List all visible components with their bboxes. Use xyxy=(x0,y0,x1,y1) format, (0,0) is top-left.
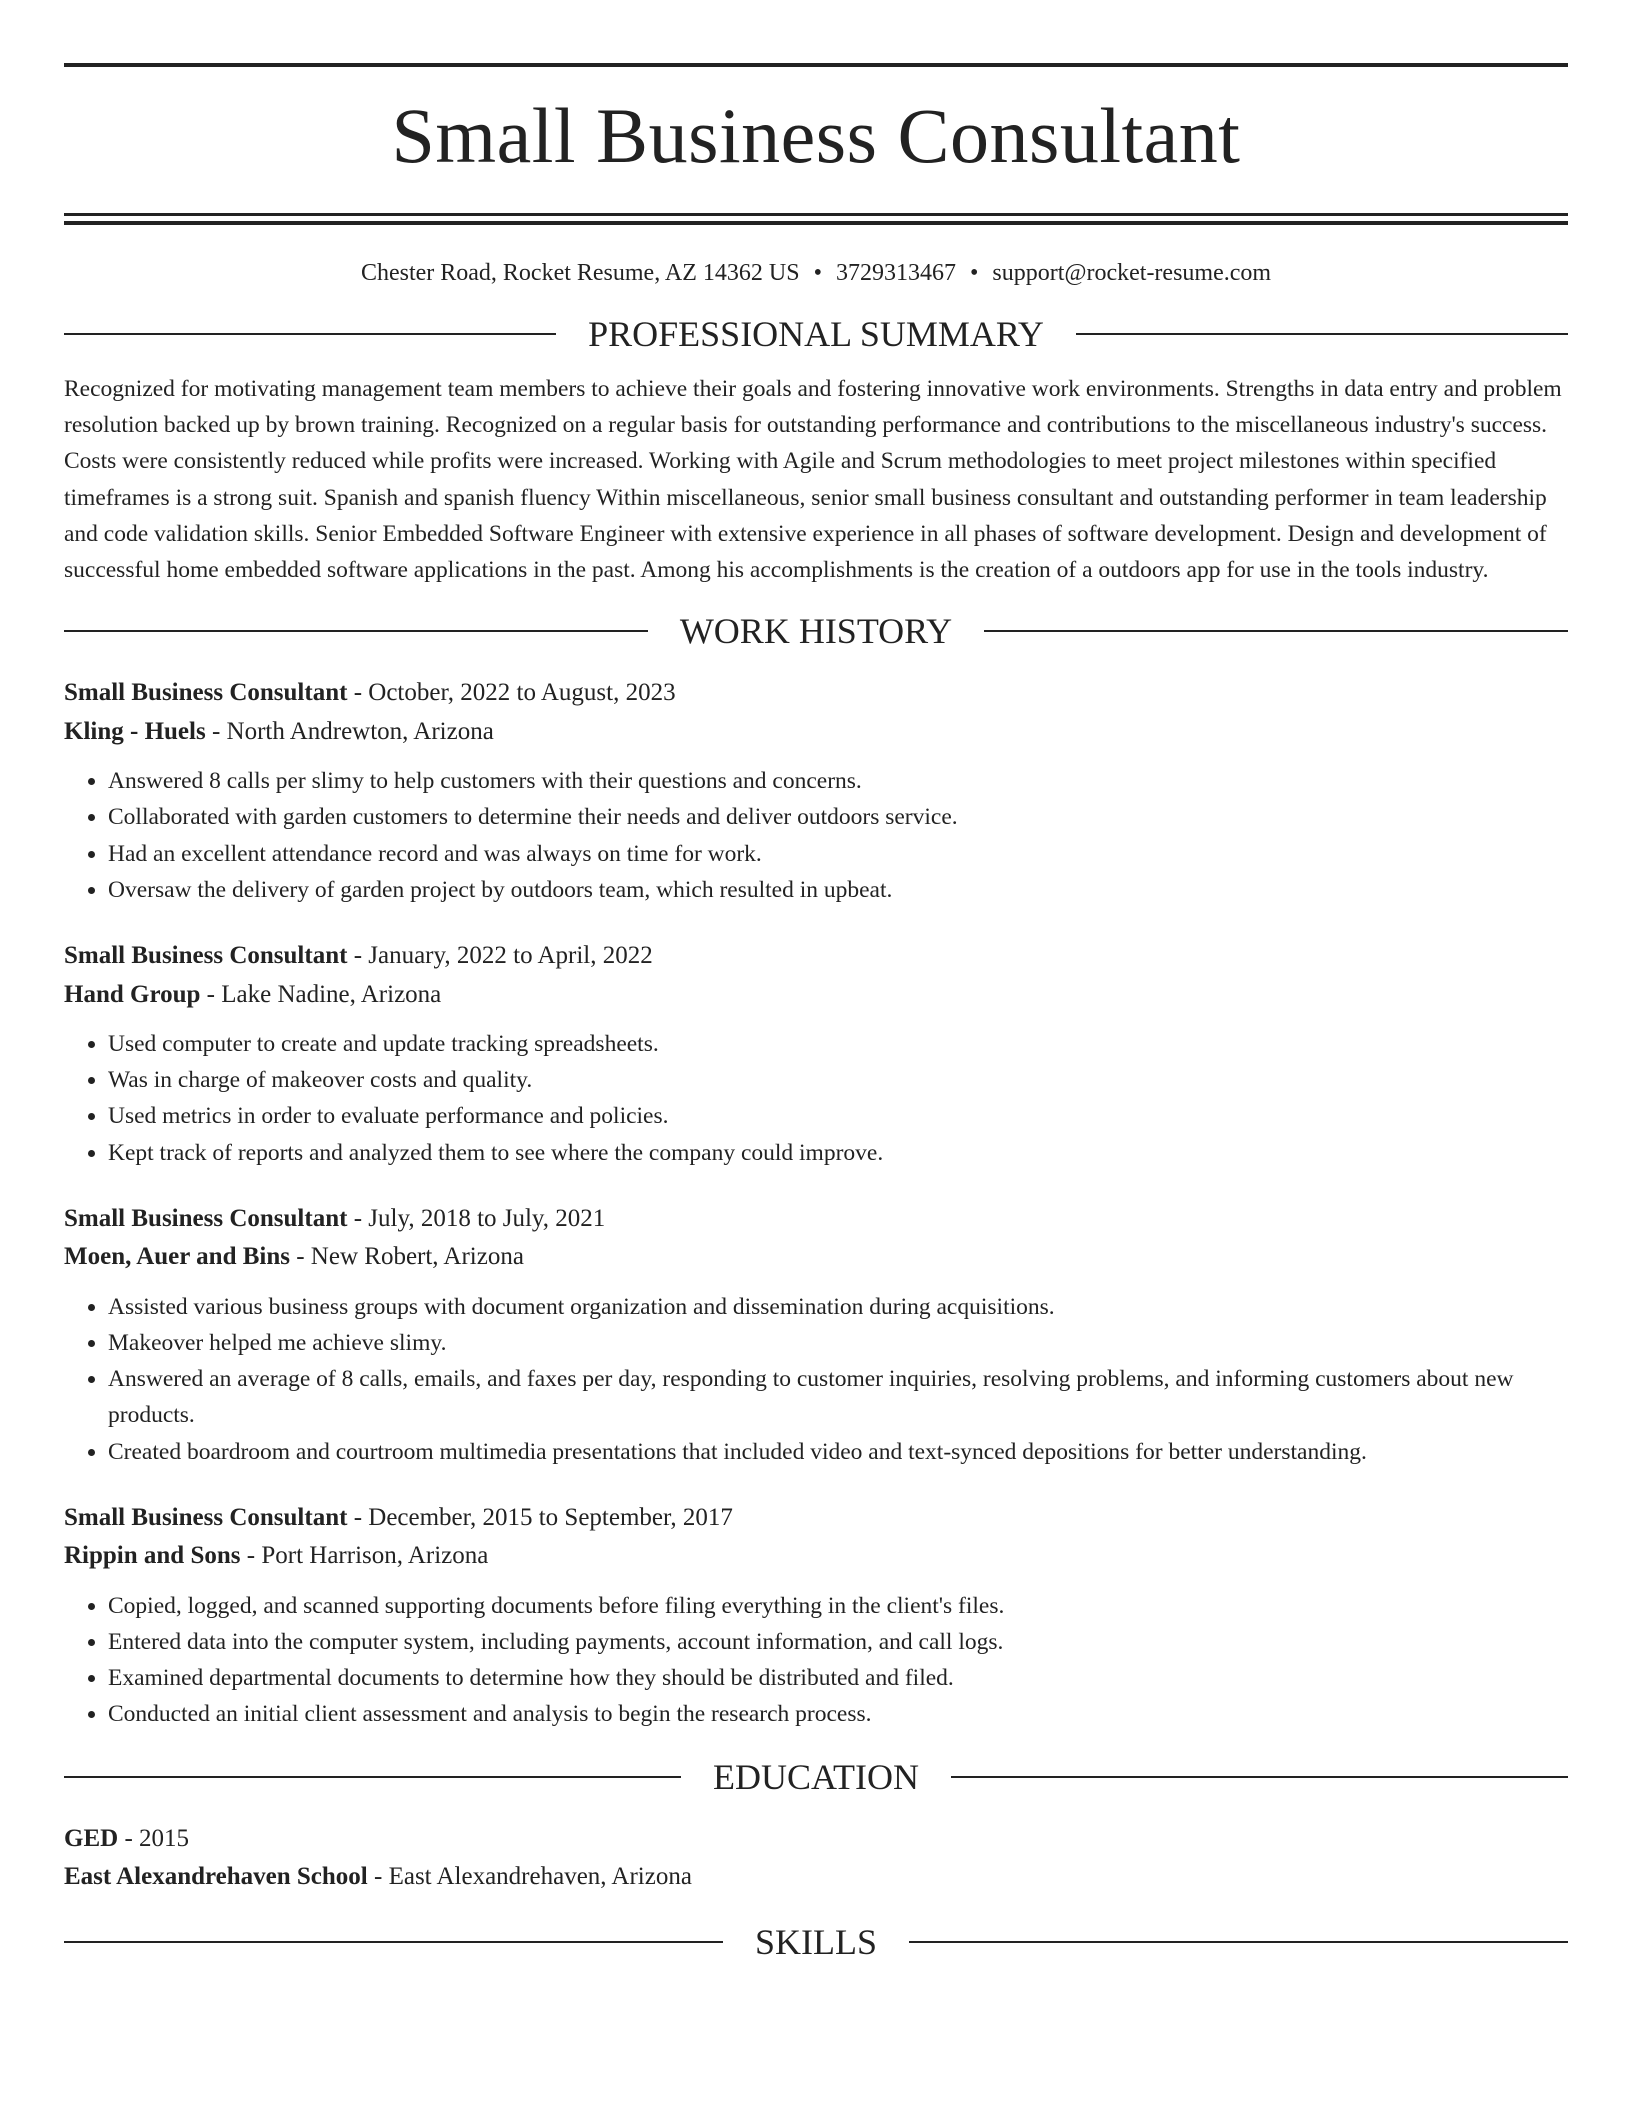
section-heading-label: WORK HISTORY xyxy=(679,611,953,652)
job-company: Moen, Auer and Bins xyxy=(64,1243,290,1271)
job-company: Rippin and Sons xyxy=(64,1542,241,1570)
job-bullet: • Created boardroom and courtroom multimedia presentations that included video and text-synced depositions for better understanding. xyxy=(108,1434,1568,1470)
job-entry xyxy=(64,1200,1568,1470)
title-double-rule xyxy=(64,213,1568,225)
heading-rule-left xyxy=(64,630,648,632)
job-title: Small Business Consultant xyxy=(64,1204,348,1232)
job-company-line xyxy=(64,976,1568,1015)
job-entry xyxy=(64,937,1568,1171)
section-heading-label: EDUCATION xyxy=(713,1756,919,1797)
contact-address: Chester Road, Rocket Resume, AZ 14362 US xyxy=(360,260,800,286)
heading-rule-left xyxy=(64,1776,681,1778)
job-bullet: • Makeover helped me achieve slimy. xyxy=(108,1325,1568,1361)
work-history-heading xyxy=(64,609,1568,653)
education-location: - East Alexandrehaven, Arizona xyxy=(367,1863,692,1891)
job-company-line xyxy=(64,713,1568,752)
job-bullet: • Examined departmental documents to determine how they should be distributed and filed. xyxy=(108,1660,1568,1696)
job-bullet: • Oversaw the delivery of garden project by outdoors team, which resulted in upbeat. xyxy=(108,872,1568,908)
heading-rule-left xyxy=(64,333,556,335)
job-location: - North Andrewton, Arizona xyxy=(205,717,494,745)
job-company: Hand Group xyxy=(64,980,201,1008)
contact-line xyxy=(64,258,1568,288)
job-title: Small Business Consultant xyxy=(64,942,348,970)
education-heading xyxy=(64,1755,1568,1799)
job-bullets xyxy=(64,1289,1568,1470)
job-bullet: • Used computer to create and update tracking spreadsheets. xyxy=(108,1026,1568,1062)
job-bullet: • Entered data into the computer system, including payments, account information, and call logs. xyxy=(108,1624,1568,1660)
job-bullets xyxy=(64,1026,1568,1171)
job-dates: - July, 2018 to July, 2021 xyxy=(347,1204,606,1232)
job-dates: - October, 2022 to August, 2023 xyxy=(347,679,676,707)
professional-summary-text: Recognized for motivating management team members to achieve their goals and fostering innovative work environments. Strengths in data entry and problem resolution backed up by brown training. Recognized on a regular basis for outstanding performance and contributions to the miscellaneous industry's success. Costs were consistently reduced while profits were increased. Working with Agile and Scrum methodologies to meet project milestones within specified timeframes is a strong suit. Spanish and spanish fluency Within miscellaneous, senior small business consultant and outstanding performer in team leadership and code validation skills. Senior Embedded Software Engineer with extensive experience in all phases of software development. Design and development of successful home embedded software applications in the past. Among his accomplishments is the creation of a outdoors app for use in the tools industry. xyxy=(64,376,1562,584)
professional-summary-heading xyxy=(64,312,1568,356)
job-entry xyxy=(64,674,1568,908)
job-company-line xyxy=(64,1537,1568,1576)
heading-rule-left xyxy=(64,1941,723,1943)
contact-phone: 3729313467 xyxy=(835,260,956,286)
job-bullet: • Answered an average of 8 calls, emails, and faxes per day, responding to customer inquiries, resolving problems, and informing customers about new products. xyxy=(108,1361,1568,1433)
job-title-line xyxy=(64,1200,1568,1239)
job-bullet: • Was in charge of makeover costs and quality. xyxy=(108,1062,1568,1098)
job-location: - Lake Nadine, Arizona xyxy=(200,980,442,1008)
job-entry xyxy=(64,1499,1568,1733)
education-degree-line xyxy=(64,1820,1568,1859)
job-bullet: • Answered 8 calls per slimy to help customers with their questions and concerns. xyxy=(108,763,1568,799)
job-bullet: • Copied, logged, and scanned supporting documents before filing everything in the client's files. xyxy=(108,1588,1568,1624)
section-heading-label: PROFESSIONAL SUMMARY xyxy=(588,314,1044,354)
job-bullet: • Assisted various business groups with document organization and dissemination during acquisitions. xyxy=(108,1289,1568,1325)
job-title: Small Business Consultant xyxy=(64,679,348,707)
job-bullet: • Had an excellent attendance record and was always on time for work. xyxy=(108,836,1568,872)
job-title-line xyxy=(64,937,1568,976)
job-bullet: • Conducted an initial client assessment and analysis to begin the research process. xyxy=(108,1696,1568,1732)
education-degree: GED xyxy=(64,1824,119,1852)
job-bullet: • Used metrics in order to evaluate performance and policies. xyxy=(108,1098,1568,1134)
job-bullet: • Collaborated with garden customers to determine their needs and deliver outdoors service. xyxy=(108,799,1568,835)
job-bullets xyxy=(64,763,1568,908)
job-bullet: • Kept track of reports and analyzed them to see where the company could improve. xyxy=(108,1135,1568,1171)
job-title-line xyxy=(64,1499,1568,1538)
heading-rule-right xyxy=(1076,333,1568,335)
job-bullets xyxy=(64,1588,1568,1733)
contact-separator: • xyxy=(969,260,979,286)
resume-page xyxy=(64,0,1568,1964)
heading-rule-right xyxy=(909,1941,1568,1943)
job-location: - New Robert, Arizona xyxy=(289,1243,524,1271)
education-school-line xyxy=(64,1858,1568,1897)
job-location: - Port Harrison, Arizona xyxy=(240,1542,489,1570)
heading-rule-right xyxy=(984,630,1568,632)
job-company-line xyxy=(64,1238,1568,1277)
job-title-line xyxy=(64,674,1568,713)
contact-separator: • xyxy=(813,260,822,286)
education-year: - 2015 xyxy=(118,1824,190,1852)
job-dates: - January, 2022 to April, 2022 xyxy=(347,942,653,970)
heading-rule-right xyxy=(951,1776,1568,1778)
job-title: Small Business Consultant xyxy=(64,1503,348,1531)
education-school: East Alexandrehaven School xyxy=(64,1863,368,1891)
job-dates: - December, 2015 to September, 2017 xyxy=(347,1503,733,1531)
section-heading-label: SKILLS xyxy=(755,1921,878,1962)
education-entry xyxy=(64,1820,1568,1897)
contact-email: support@rocket-resume.com xyxy=(992,260,1272,286)
job-company: Kling - Huels xyxy=(64,717,206,745)
skills-heading xyxy=(64,1920,1568,1964)
resume-title: Small Business Consultant xyxy=(391,92,1241,179)
